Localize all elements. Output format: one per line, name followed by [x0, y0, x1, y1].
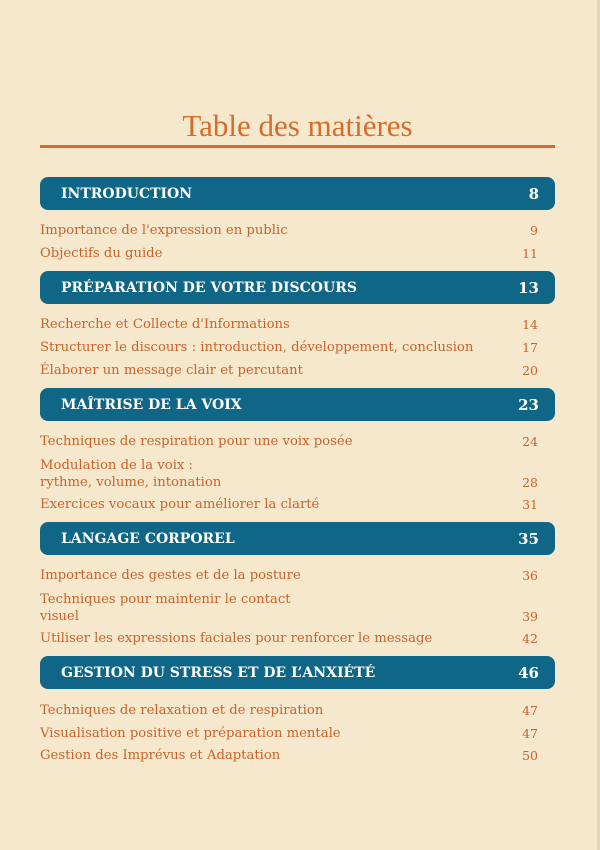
toc-entry-page: 14: [522, 317, 538, 332]
toc-entry-label: Exercices vocaux pour améliorer la clarté: [40, 497, 320, 512]
section-heading: INTRODUCTION: [61, 185, 193, 202]
toc-entry[interactable]: [40, 245, 538, 262]
toc-entry-label: Visualisation positive et préparation mentale: [40, 726, 341, 741]
section-header-preparation[interactable]: [40, 271, 555, 304]
toc-entry-label: Recherche et Collecte d'Informations: [40, 317, 290, 332]
toc-entry-label: Structurer le discours : introduction, développement, conclusion: [40, 340, 474, 355]
toc-entry-page: 9: [530, 223, 538, 238]
toc-entry-page: 50: [522, 748, 538, 763]
section-heading: MAÎTRISE DE LA VOIX: [61, 396, 242, 413]
toc-entry-label: Utiliser les expressions faciales pour renforcer le message: [40, 631, 433, 646]
toc-entry-label-line2: rythme, volume, intonation: [40, 475, 222, 490]
toc-entry-label-line1: Modulation de la voix :: [40, 458, 193, 473]
section-page-number: 46: [518, 663, 539, 682]
toc-entry-page: 47: [522, 726, 538, 741]
toc-entry[interactable]: [40, 222, 538, 239]
page-title: Table des matières: [182, 108, 413, 143]
toc-entry[interactable]: [40, 339, 538, 356]
section-page-number: 35: [518, 529, 539, 548]
section-heading: PRÉPARATION DE VOTRE DISCOURS: [61, 279, 357, 296]
toc-entry[interactable]: [40, 567, 538, 584]
section-page-number: 13: [518, 278, 539, 297]
toc-entry-label: Élaborer un message clair et percutant: [40, 363, 303, 378]
toc-entry-page: 31: [522, 497, 538, 512]
toc-entry-page: 39: [522, 609, 538, 624]
toc-entry[interactable]: [40, 316, 538, 333]
toc-entry-label: Techniques de respiration pour une voix posée: [40, 434, 353, 449]
toc-entry[interactable]: [40, 433, 538, 450]
toc-entry-page: 47: [522, 703, 538, 718]
section-page-number: 8: [528, 184, 539, 203]
section-page-number: 23: [518, 395, 539, 414]
toc-entry-page: 28: [522, 475, 538, 490]
toc-entry-label-line1: Techniques pour maintenir le contact: [40, 592, 291, 607]
toc-entry-page: 24: [522, 434, 538, 449]
toc-entry-label: Objectifs du guide: [40, 246, 163, 261]
section-heading: GESTION DU STRESS ET DE L’ANXIÉTÉ: [61, 664, 376, 681]
toc-entry-page: 11: [522, 246, 538, 261]
toc-entry-label: Importance de l'expression en public: [40, 223, 288, 238]
title-underline: [40, 145, 555, 148]
toc-entry[interactable]: [40, 457, 538, 491]
toc-entry[interactable]: [40, 702, 538, 719]
toc-entry-page: 17: [522, 340, 538, 355]
section-header-voix[interactable]: [40, 388, 555, 421]
toc-entry[interactable]: [40, 725, 538, 742]
toc-entry[interactable]: [40, 362, 538, 379]
toc-entry[interactable]: [40, 496, 538, 513]
toc-entry-label: Importance des gestes et de la posture: [40, 568, 301, 583]
section-header-introduction[interactable]: [40, 177, 555, 210]
section-header-langage-corporel[interactable]: [40, 522, 555, 555]
toc-entry-label: Gestion des Imprévus et Adaptation: [40, 748, 281, 763]
section-heading: LANGAGE CORPOREL: [61, 530, 235, 547]
toc-entry-label-line2: visuel: [40, 609, 79, 624]
toc-entry-page: 42: [522, 631, 538, 646]
toc-entry[interactable]: [40, 591, 538, 625]
toc-entry-page: 36: [522, 568, 538, 583]
toc-entry-page: 20: [522, 363, 538, 378]
toc-entry[interactable]: [40, 747, 538, 764]
toc-entry[interactable]: [40, 630, 538, 647]
toc-entry-label: Techniques de relaxation et de respiration: [40, 703, 324, 718]
section-header-gestion-stress[interactable]: [40, 656, 555, 689]
